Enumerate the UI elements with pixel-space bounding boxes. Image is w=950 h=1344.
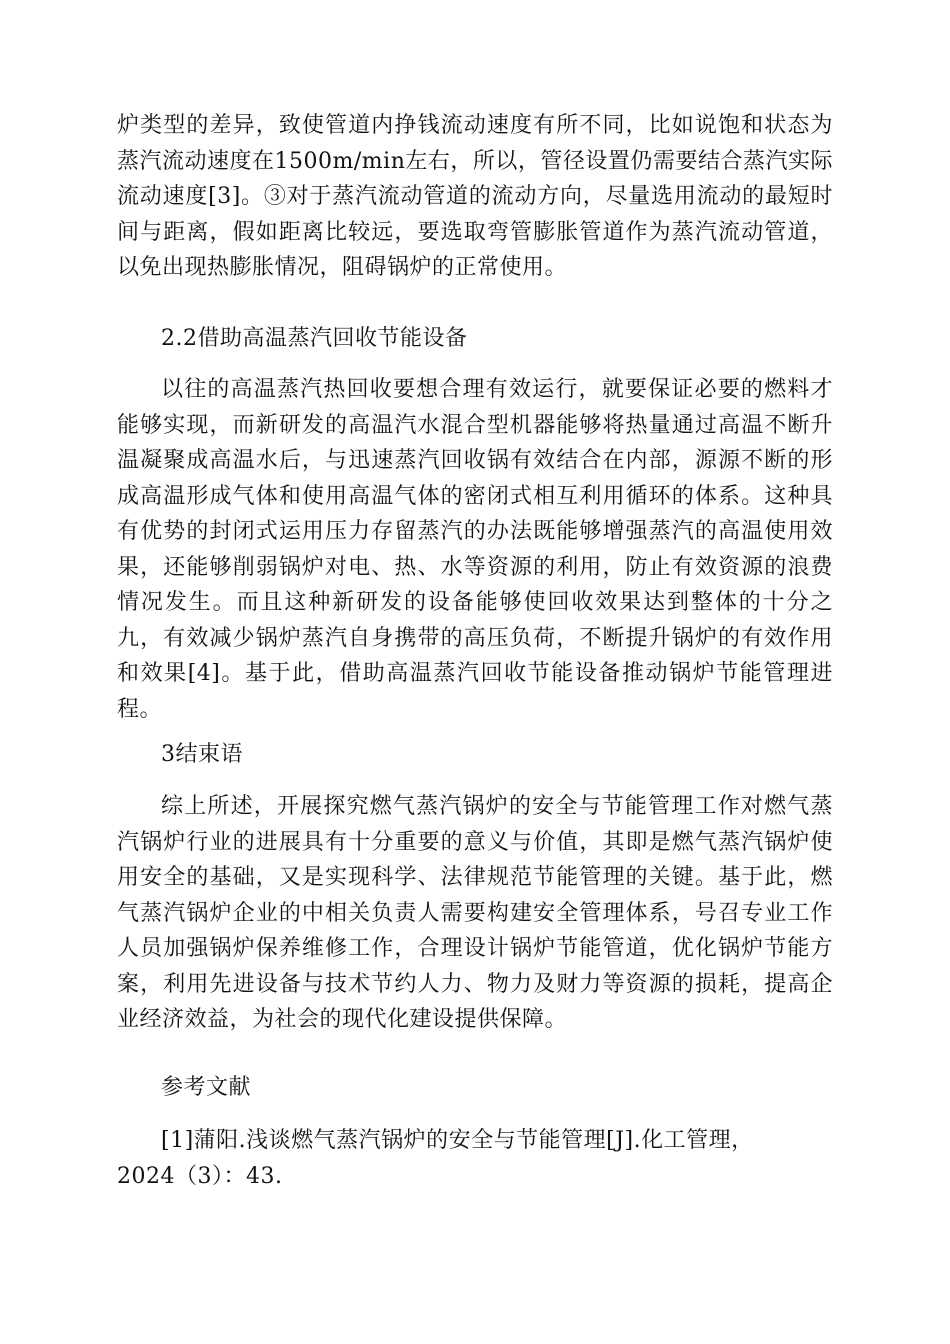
body-paragraph-pipe-flow: 炉类型的差异，致使管道内挣钱流动速度有所不同，比如说饱和状态为蒸汽流动速度在1500m/min左右，所以，管径设置仍需要结合蒸汽实际流动速度[3]。③对于蒸汽流动管道的流动方向，尽量选用流动的最短时间与距离，假如距离比较远，要选取弯管膨胀管道作为蒸汽流动管道，以免出现热膨胀情况，阻碍锅炉的正常使用。 xyxy=(117,113,833,280)
body-paragraph-conclusion: 综上所述，开展探究燃气蒸汽锅炉的安全与节能管理工作对燃气蒸汽锅炉行业的进展具有十分重要的意义与价值，其即是燃气蒸汽锅炉使用安全的基础，又是实现科学、法律规范节能管理的关键。基于此，燃气蒸汽锅炉企业的中相关负责人需要构建安全管理体系，号召专业工作人员加强锅炉保养维修工作，合理设计锅炉节能管道，优化锅炉节能方案，利用先进设备与技术节约人力、物力及财力等资源的损耗，提高企业经济效益，为社会的现代化建设提供保障。 xyxy=(117,794,833,1032)
references-heading: 参考文献 xyxy=(161,1075,252,1100)
section-heading-conclusion: 3结束语 xyxy=(161,742,243,767)
body-paragraph-heat-recovery: 以往的高温蒸汽热回收要想合理有效运行，就要保证必要的燃料才能够实现，而新研发的高温汽水混合型机器能够将热量通过高温不断升温凝聚成高温水后，与迅速蒸汽回收锅有效结合在内部，源源不断的形成高温形成气体和使用高温气体的密闭式相互利用循环的体系。这种具有优势的封闭式运用压力存留蒸汽的办法既能够增强蒸汽的高温使用效果，还能够削弱锅炉对电、热、水等资源的利用，防止有效资源的浪费情况发生。而且这种新研发的设备能够使回收效果达到整体的十分之九，有效减少锅炉蒸汽自身携带的高压负荷，不断提升锅炉的有效作用和效果[4]。基于此，借助高温蒸汽回收节能设备推动锅炉节能管理进程。 xyxy=(117,377,833,722)
section-heading-2-2: 2.2借助高温蒸汽回收节能设备 xyxy=(161,326,468,351)
reference-item-1: [1]蒲阳.浅谈燃气蒸汽锅炉的安全与节能管理[J].化工管理，2024（3）：43. xyxy=(117,1128,754,1189)
